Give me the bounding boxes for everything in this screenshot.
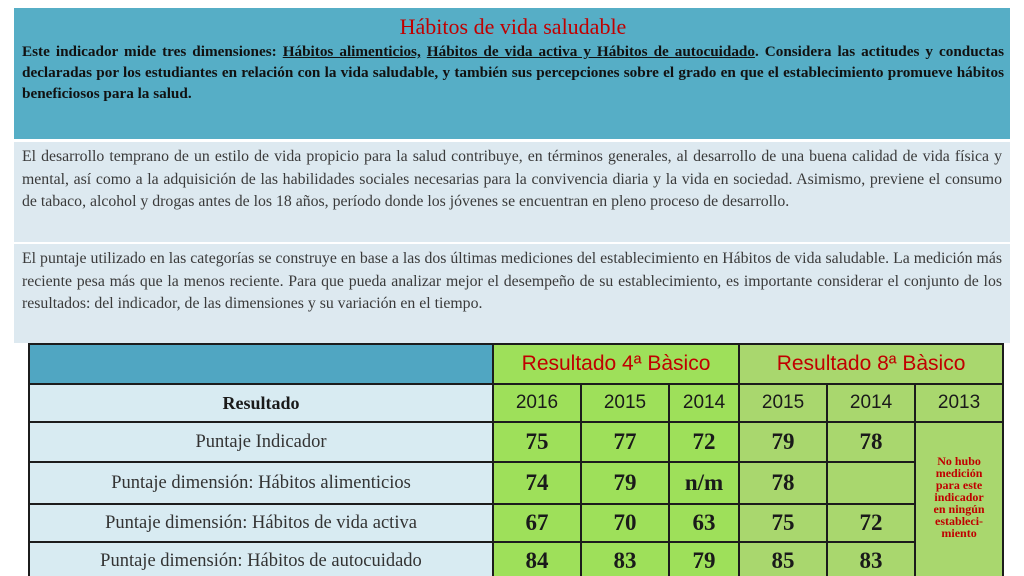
year-header-row [29, 384, 1003, 422]
cell-value: 72 [827, 504, 915, 542]
table-row [29, 422, 1003, 462]
group-header-row [29, 344, 1003, 384]
row-label: Puntaje dimensión: Hábitos alimenticios [29, 462, 493, 504]
year-8b-2015: 2015 [739, 384, 827, 422]
paragraph-desarrollo: El desarrollo temprano de un estilo de vida propicio para la salud contribuye, en términos generales, al desarrollo de una buena calidad de vida física y mental, así como a la adquisición de las habilidades sociales necesarias para la convivencia diaria y la vida en sociedad. Asimismo, previene el consumo de tabaco, alcohol y drogas antes de los 18 años, período donde los jóvenes se encuentran en pleno proceso de desarrollo. [14, 142, 1010, 242]
desc-intro: Este indicador mide tres dimensiones: [22, 43, 283, 60]
group-header-8basico: Resultado 8ª Bàsico [739, 344, 1003, 384]
dimension-alimenticios: Hábitos alimenticios, [282, 43, 421, 60]
note-2013-text: No hubo medición para este indicador en ningún estableci- miento [933, 454, 985, 540]
dimension-activa-autocuidado: Hábitos de vida activa y Hábitos de autocuidado [426, 43, 755, 60]
row-label: Puntaje Indicador [29, 422, 493, 462]
cell-value: 84 [493, 542, 581, 576]
year-8b-2014: 2014 [827, 384, 915, 422]
cell-value: 79 [669, 542, 739, 576]
year-4b-2015: 2015 [581, 384, 669, 422]
cell-value: 83 [581, 542, 669, 576]
year-4b-2014: 2014 [669, 384, 739, 422]
group-header-4basico: Resultado 4ª Bàsico [493, 344, 739, 384]
resultado-header: Resultado [29, 384, 493, 422]
cell-value: 83 [827, 542, 915, 576]
paragraph-puntaje: El puntaje utilizado en las categorías se construye en base a las dos últimas mediciones del establecimiento en Hábitos de vida saludable. La medición más reciente pesa más que la menos reciente. Para que pueda analizar mejor el desempeño de su establecimiento, es importante considerar el conjunto de los resultados: del indicador, de las dimensiones y su variación en el tiempo. [14, 244, 1010, 343]
cell-value: 75 [493, 422, 581, 462]
cell-value: 79 [739, 422, 827, 462]
header-panel [14, 8, 1010, 139]
table-row [29, 504, 1003, 542]
row-label: Puntaje dimensión: Hábitos de vida activa [29, 504, 493, 542]
cell-value: 63 [669, 504, 739, 542]
cell-value: 78 [827, 422, 915, 462]
cell-value: 70 [581, 504, 669, 542]
row-label: Puntaje dimensión: Hábitos de autocuidado [29, 542, 493, 576]
cell-value: n/m [669, 462, 739, 504]
cell-value: 79 [581, 462, 669, 504]
cell-value: 78 [739, 462, 827, 504]
table-row [29, 542, 1003, 576]
header-description [22, 41, 1004, 104]
cell-value-empty [827, 462, 915, 504]
year-8b-2013: 2013 [915, 384, 1003, 422]
cell-value: 85 [739, 542, 827, 576]
cell-value: 72 [669, 422, 739, 462]
cell-value: 74 [493, 462, 581, 504]
page-title: Hábitos de vida saludable [399, 14, 627, 39]
cell-value: 77 [581, 422, 669, 462]
table-row [29, 462, 1003, 504]
desc-rest: . Considera las actitudes y conductas declaradas por los estudiantes en relación con la vida saludable, y también sus percepciones sobre el grado en que el establecimiento promueve hábitos beneficiosos para la salud. [22, 43, 1004, 102]
year-4b-2016: 2016 [493, 384, 581, 422]
results-table [28, 343, 1004, 576]
note-2013-cell [915, 422, 1003, 576]
cell-value: 67 [493, 504, 581, 542]
cell-value: 75 [739, 504, 827, 542]
blank-header-cell [29, 344, 493, 384]
